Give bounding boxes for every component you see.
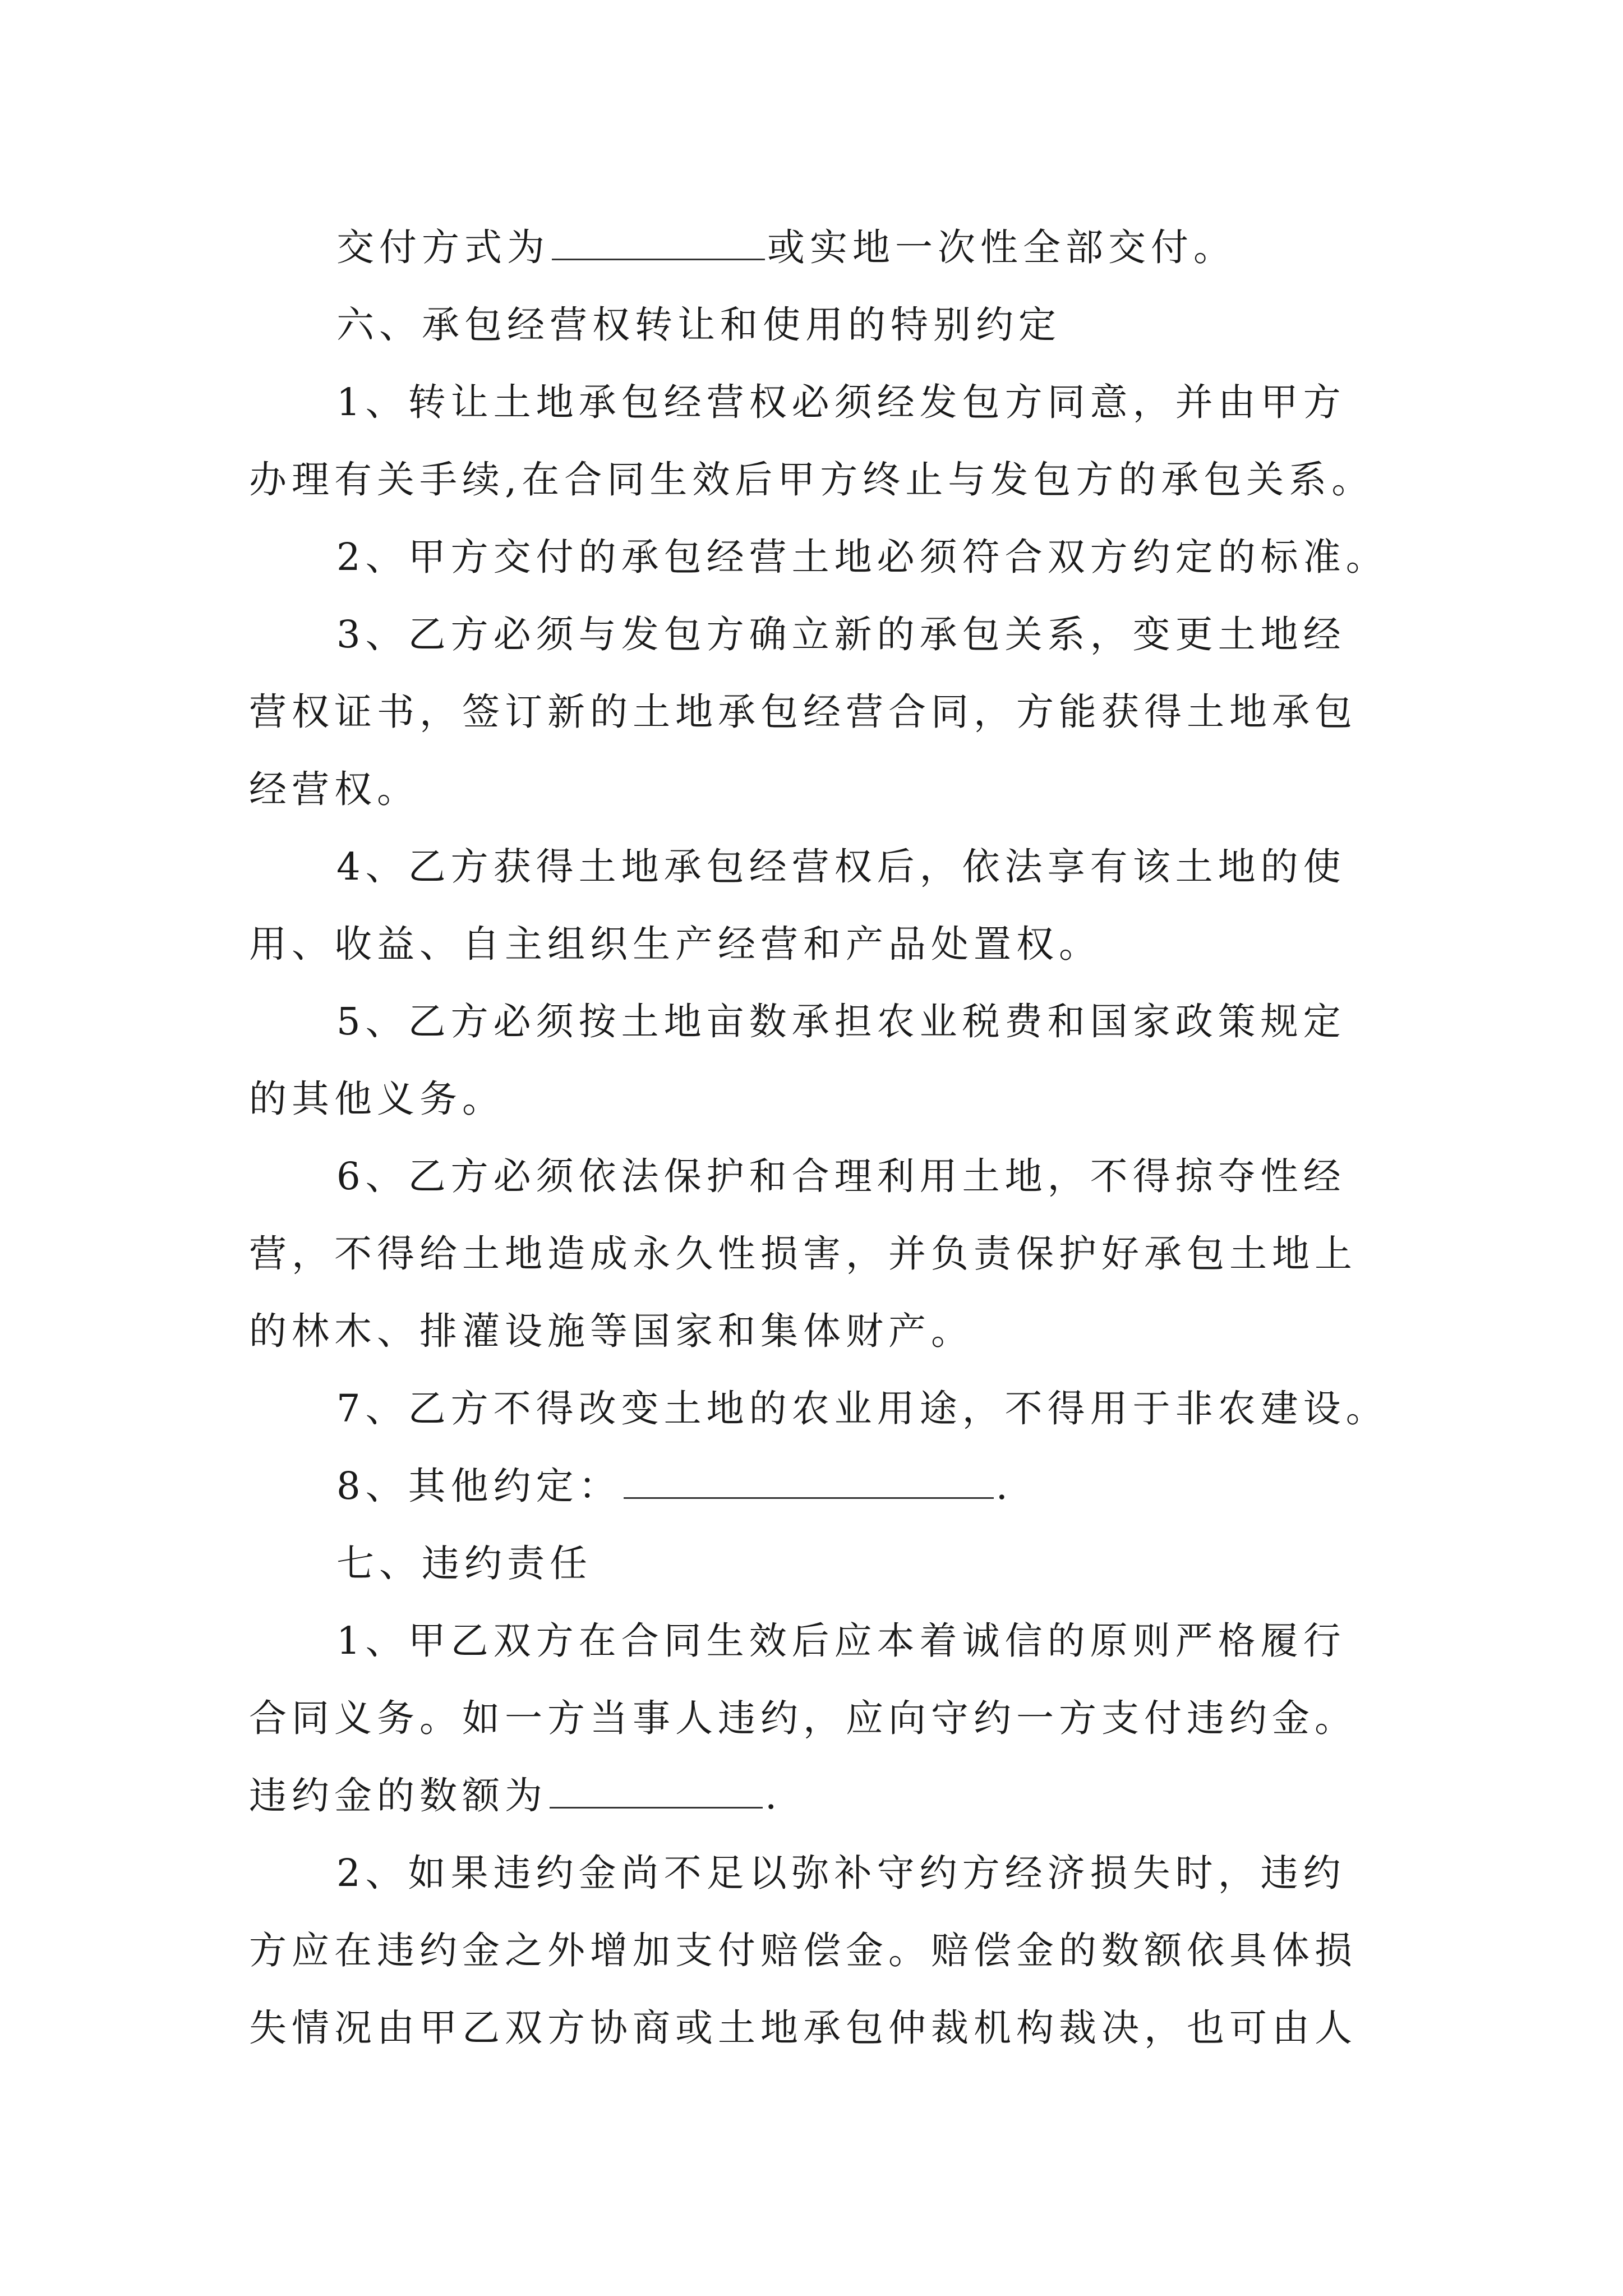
paragraph-line: 用、收益、自主组织生产经营和产品处置权。 xyxy=(249,922,1101,966)
paragraph-line: 经营权。 xyxy=(249,767,419,811)
paragraph-line: 的其他义务。 xyxy=(249,1077,505,1121)
other-terms-blank xyxy=(624,1464,994,1499)
delivery-method-suffix: 或实地一次性全部交付。 xyxy=(767,226,1236,269)
paragraph-line: 3、乙方必须与发包方确立新的承包关系，变更土地经 xyxy=(336,613,1346,656)
other-terms-suffix: . xyxy=(995,1464,1013,1508)
paragraph-line: 失情况由甲乙双方协商或土地承包仲裁机构裁决，也可由人 xyxy=(249,2006,1357,2050)
paragraph-line: 2、甲方交付的承包经营土地必须符合双方约定的标准。 xyxy=(336,535,1389,579)
paragraph-line: 办理有关手续,在合同生效后甲方终止与发包方的承包关系。 xyxy=(249,458,1375,501)
penalty-amount-suffix: . xyxy=(765,1774,782,1818)
paragraph-line: 方应在违约金之外增加支付赔偿金。赔偿金的数额依具体损 xyxy=(249,1929,1357,1972)
paragraph-line xyxy=(249,1447,1387,1525)
delivery-method-label: 交付方式为 xyxy=(336,226,550,269)
other-terms-label: 8、其他约定： xyxy=(336,1464,621,1508)
paragraph-line: 合同义务。如一方当事人违约，应向守约一方支付违约金。 xyxy=(249,1696,1357,1740)
paragraph-line: 的林木、排灌设施等国家和集体财产。 xyxy=(249,1309,974,1353)
paragraph-line: 7、乙方不得改变土地的农业用途，不得用于非农建设。 xyxy=(336,1387,1389,1430)
paragraph-line: 6、乙方必须依法保护和合理利用土地，不得掠夺性经 xyxy=(336,1154,1346,1198)
delivery-method-blank xyxy=(552,225,765,260)
paragraph-line: 营权证书，签订新的土地承包经营合同，方能获得土地承包 xyxy=(249,690,1357,734)
paragraph-line: 4、乙方获得土地承包经营权后，依法享有该土地的使 xyxy=(336,845,1346,889)
paragraph-line: 2、如果违约金尚不足以弥补守约方经济损失时，违约 xyxy=(336,1851,1346,1895)
paragraph-line xyxy=(249,1757,1387,1834)
section-heading-six: 六、承包经营权转让和使用的特别约定 xyxy=(336,303,1061,347)
contract-text xyxy=(249,209,1387,2067)
section-heading-seven: 七、违约责任 xyxy=(336,1542,592,1585)
penalty-amount-blank xyxy=(550,1773,763,1809)
penalty-amount-label: 违约金的数额为 xyxy=(249,1774,547,1818)
paragraph-line: 1、甲乙双方在合同生效后应本着诚信的原则严格履行 xyxy=(336,1619,1346,1663)
paragraph-line: 营，不得给土地造成永久性损害，并负责保护好承包土地上 xyxy=(249,1232,1357,1276)
paragraph-line xyxy=(249,209,1387,286)
paragraph-line: 1、转让土地承包经营权必须经发包方同意，并由甲方 xyxy=(336,380,1346,424)
paragraph-line: 5、乙方必须按土地亩数承担农业税费和国家政策规定 xyxy=(336,1000,1346,1043)
